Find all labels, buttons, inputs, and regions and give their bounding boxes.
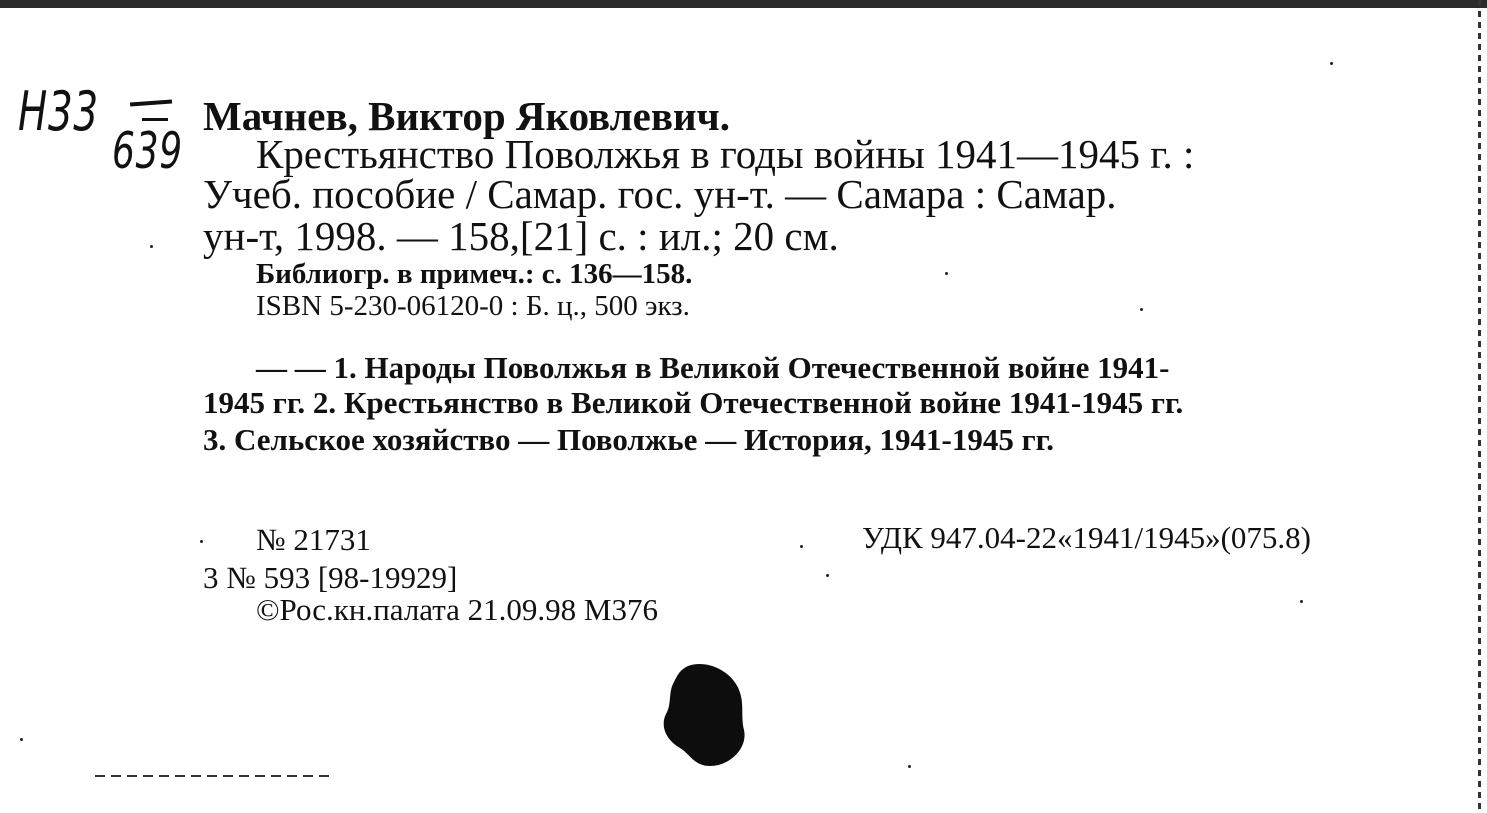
shelf-mark-line-2: 639	[112, 122, 183, 180]
ink-blot	[660, 662, 746, 768]
speck	[826, 574, 829, 577]
author-heading: Мачнев, Виктор Яковлевич.	[203, 93, 730, 139]
record-number: № 21731	[256, 522, 371, 557]
isbn-line: ISBN 5-230-06120-0 : Б. ц., 500 экз.	[256, 290, 690, 322]
speck	[1330, 62, 1333, 65]
speck	[800, 545, 803, 548]
speck	[1300, 600, 1303, 603]
speck	[200, 540, 203, 543]
speck	[20, 738, 23, 741]
udk-code: УДК 947.04-22«1941/1945»(075.8)	[862, 520, 1311, 555]
speck	[1140, 308, 1143, 311]
title-line-3: ун-т, 1998. — 158,[21] с. : ил.; 20 см.	[203, 213, 839, 259]
shelf-mark-dash	[130, 100, 172, 107]
title-line-1: Крестьянство Поволжья в годы войны 1941—1945 г. :	[256, 131, 1195, 177]
book-chamber-line: ©Рос.кн.палата 21.09.98 М376	[256, 592, 659, 627]
card-bottom-dash	[95, 775, 335, 777]
card-number-line: 3 № 593 [98-19929]	[203, 560, 458, 595]
subject-line-1: — — 1. Народы Поволжья в Великой Отечественной войне 1941-	[256, 350, 1170, 385]
speck	[908, 765, 911, 768]
shelf-mark-dash-2	[142, 118, 168, 121]
speck	[150, 245, 153, 248]
title-line-2: Учеб. пособие / Самар. гос. ун-т. — Самара : Самар.	[203, 171, 1117, 217]
card-top-edge	[0, 0, 1487, 8]
subject-line-3: 3. Сельское хозяйство — Поволжье — История, 1941-1945 гг.	[203, 422, 1054, 457]
speck	[945, 272, 948, 275]
subject-line-2: 1945 гг. 2. Крестьянство в Великой Отечественной войне 1941-1945 гг.	[203, 385, 1184, 420]
bibliography-note: Библиогр. в примеч.: с. 136—158.	[256, 258, 693, 290]
card-right-edge	[1478, 0, 1481, 813]
shelf-mark-line-1: Н33	[18, 80, 99, 143]
